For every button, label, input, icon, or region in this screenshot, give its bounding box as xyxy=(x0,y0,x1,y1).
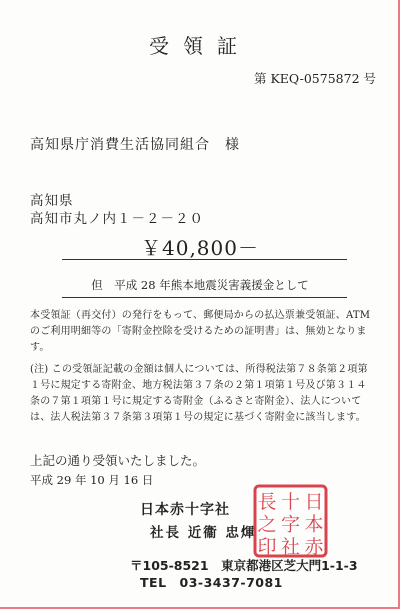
seal-character: 印 xyxy=(257,536,277,558)
seal-character: 本 xyxy=(304,513,324,536)
recipient-name: 高知県庁消費生活協同組合 様 xyxy=(30,137,240,153)
issuer-organization: 日本赤十字社 xyxy=(140,502,230,518)
issuer-representative: 社長 近衞 忠煇 xyxy=(150,525,257,541)
seal-character: 日 xyxy=(304,491,324,513)
official-seal-stamp xyxy=(253,484,328,558)
recipient-prefecture: 高知県 xyxy=(30,193,74,209)
document-title: 受領証 xyxy=(149,34,251,58)
seal-character: 長 xyxy=(257,491,277,513)
recipient-address: 高知市丸ノ内１－２－２０ xyxy=(30,211,204,227)
donation-purpose: 但 平成 28 年熊本地震災害義援金として xyxy=(91,278,309,292)
purpose-underline xyxy=(62,297,347,298)
amount-underline xyxy=(62,259,347,260)
closing-statement: 上記の通り受領いたしました。 xyxy=(30,453,206,468)
receipt-number: 第 KEQ-0575872 号 xyxy=(253,71,376,86)
seal-character: 社 xyxy=(280,536,301,558)
seal-character: 赤 xyxy=(304,536,324,558)
amount: ￥40,800－ xyxy=(141,236,259,260)
tax-note: (注) この受領証記載の金額は個人については、所得税法第７８条第２項第１号に規定する寄附金、地方税法第３７条の２第１項第１号及び第３１４条の７第１項第１号に規定する寄附金（ふるさと寄附金）、法人については、法人税法第３７条第３項第１号の規定に基づく寄附金に該当します。 xyxy=(30,364,368,423)
issue-date: 平成 29 年 10 月 16 日 xyxy=(30,473,154,487)
reissue-notice: 本受領証（再交付）の発行をもって、郵便局からの払込票兼受領証、ATMのご利用明細等の「寄附金控除を受けるための証明書」は、無効となります。 xyxy=(30,310,371,353)
issuer-telephone: TEL 03-3437-7081 xyxy=(140,575,283,590)
issuer-postal-address: 〒105-8521 東京都港区芝大門1-1-3 xyxy=(130,558,358,573)
seal-character: 十 xyxy=(280,491,301,513)
seal-character: 字 xyxy=(280,513,301,536)
seal-character: 之 xyxy=(257,513,277,536)
